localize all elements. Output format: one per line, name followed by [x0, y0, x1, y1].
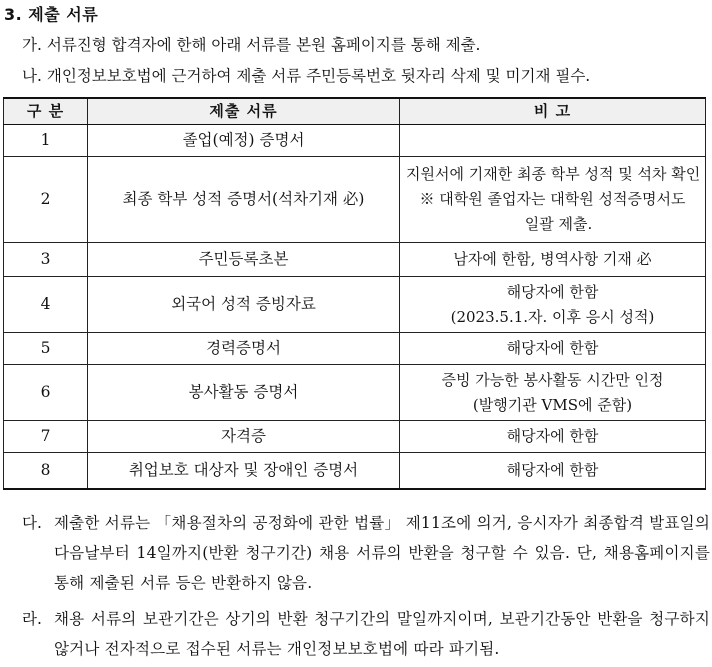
- remark-line: 해당자에 한함: [506, 427, 599, 445]
- row-number: 3: [4, 243, 88, 277]
- row-number: 5: [4, 333, 88, 365]
- row-number: 2: [4, 157, 88, 243]
- remark-line: 해당자에 한함: [506, 282, 599, 301]
- table-row: [4, 243, 706, 277]
- intro-text: 개인정보보호법에 근거하여 제출 서류 주민등록번호 뒷자리 삭제 및 미기재 필수.: [46, 67, 591, 85]
- header-documents: 제출 서류: [88, 98, 400, 125]
- notice-text: 제출한 서류는 「채용절차의 공정화에 관한 법률」 제11조에 의거, 응시자가 최종합격 발표일의 다음날부터 14일까지(반환 청구기간) 채용 서류의 반환을 청구할 수 있음. 단, 채용홈페이지를 통해 제출된 서류 등은 반환하지 않음.: [54, 514, 710, 592]
- remark-line: (2023.5.1.자. 이후 응시 성적): [450, 307, 655, 326]
- header-remarks: 비 고: [400, 98, 706, 125]
- intro-text: 서류진형 합격자에 한해 아래 서류를 본원 홈페이지를 통해 제출.: [46, 36, 481, 54]
- row-remarks: [400, 157, 706, 243]
- row-document: 봉사활동 증명서: [88, 365, 400, 421]
- row-number: 7: [4, 421, 88, 453]
- remark-line: 해당자에 한함: [506, 460, 599, 479]
- row-number: 1: [4, 125, 88, 157]
- row-remarks: [400, 277, 706, 333]
- table-header-row: [4, 98, 706, 125]
- documents-table: [3, 97, 706, 490]
- remark-line: 증빙 가능한 봉사활동 시간만 인정: [441, 370, 664, 389]
- remark-line: ※ 대학원 졸업자는 대학원 성적증명서도: [419, 190, 686, 208]
- section-title: 3. 제출 서류: [4, 5, 99, 24]
- row-document: 최종 학부 성적 증명서(석차기재 必): [88, 157, 400, 243]
- row-remarks: [400, 243, 706, 277]
- notice-marker: 라.: [22, 610, 42, 628]
- row-remarks: [400, 333, 706, 365]
- row-document: 취업보호 대상자 및 장애인 증명서: [88, 453, 400, 489]
- table-row: [4, 157, 706, 243]
- row-remarks: [400, 453, 706, 489]
- row-number: 6: [4, 365, 88, 421]
- row-document: 자격증: [88, 421, 400, 453]
- table-row: [4, 365, 706, 421]
- intro-marker: 나.: [22, 67, 42, 85]
- row-number: 4: [4, 277, 88, 333]
- notice-marker: 다.: [22, 514, 42, 532]
- table-row: [4, 421, 706, 453]
- remark-line: (발행기관 VMS에 준함): [472, 395, 633, 414]
- remark-line: 남자에 한함, 병역사항 기재 必: [453, 250, 652, 268]
- notice-ra: [22, 604, 710, 664]
- remark-line: 지원서에 기재한 최종 학부 성적 및 석차 확인: [406, 165, 701, 183]
- remark-line: 일괄 제출.: [524, 215, 593, 233]
- row-remarks: [400, 421, 706, 453]
- intro-item-na: [22, 64, 590, 86]
- intro-marker: 가.: [22, 36, 42, 54]
- row-number: 8: [4, 453, 88, 489]
- row-remarks: [400, 365, 706, 421]
- table-row: [4, 453, 706, 489]
- row-document: 경력증명서: [88, 333, 400, 365]
- notice-da: [22, 508, 710, 598]
- table-row: [4, 333, 706, 365]
- row-document: 졸업(예정) 증명서: [88, 125, 400, 157]
- row-remarks: [400, 125, 706, 157]
- intro-item-ga: [22, 33, 481, 55]
- table-row: [4, 277, 706, 333]
- header-category: 구 분: [4, 98, 88, 125]
- row-document: 외국어 성적 증빙자료: [88, 277, 400, 333]
- notice-text: 채용 서류의 보관기간은 상기의 반환 청구기간의 말일까지이며, 보관기간동안 반환을 청구하지 않거나 전자적으로 접수된 서류는 개인정보보호법에 따라 파기됨.: [54, 610, 710, 658]
- remark-line: 해당자에 한함: [506, 339, 599, 357]
- row-document: 주민등록초본: [88, 243, 400, 277]
- table-row: [4, 125, 706, 157]
